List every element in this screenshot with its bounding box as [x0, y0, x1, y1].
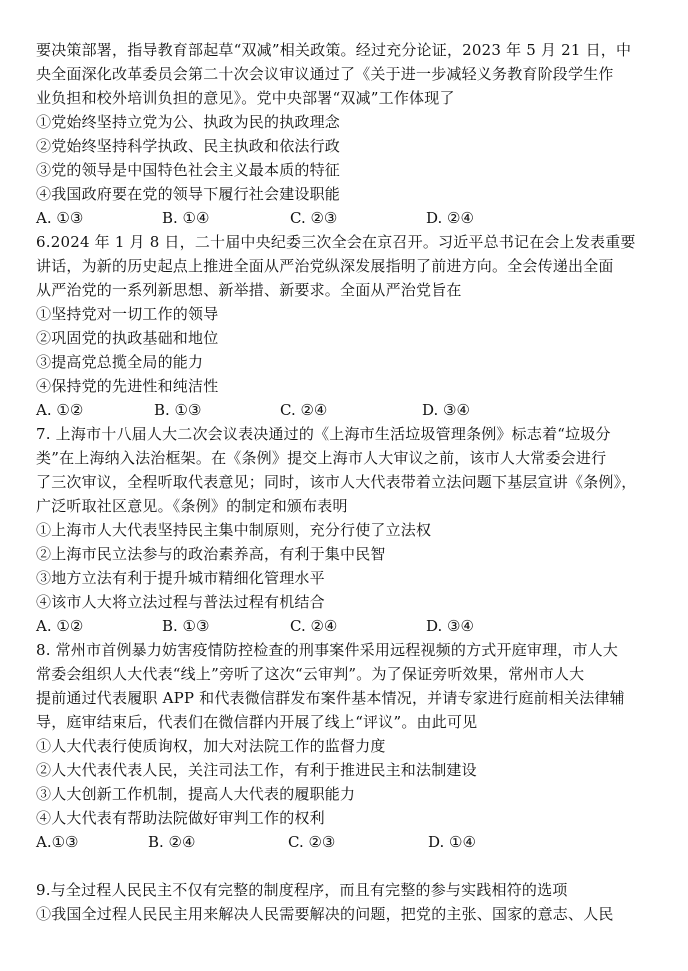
option-b: B. ①③ [162, 617, 210, 635]
question-8-options [36, 830, 666, 854]
option-c: C. ②④ [290, 617, 338, 635]
question-6-stem-line: 6.2024 年 1 月 8 日，二十届中央纪委三次全会在京召开。习近平总书记在会上发表重要 [36, 233, 636, 251]
question-5-stem-line: 央全面深化改革委员会第二十次会议审议通过了《关于进一步减轻义务教育阶段学生作 [36, 65, 614, 83]
question-5-statement-4: ④我国政府要在党的领导下履行社会建设职能 [36, 185, 341, 203]
question-5-statement-1: ①党始终坚持立党为公、执政为民的执政理念 [36, 113, 341, 131]
option-a: A.①③ [36, 833, 79, 851]
question-5-stem-line: 业负担和校外培训负担的意见》。党中央部署“双减”工作体现了 [36, 89, 455, 107]
option-c: C. ②③ [288, 833, 336, 851]
option-a: A. ①② [36, 401, 84, 419]
question-7-statement-2: ②上海市民立法参与的政治素养高，有利于集中民智 [36, 545, 386, 563]
option-a: A. ①② [36, 617, 84, 635]
option-b: B. ①④ [162, 209, 210, 227]
question-8-statement-2: ②人大代表代表人民，关注司法工作，有利于推进民主和法制建设 [36, 761, 477, 779]
question-8-stem-line: 8. 常州市首例暴力妨害疫情防控检查的刑事案件采用远程视频的方式开庭审理，市人大 [36, 641, 619, 659]
question-8 [36, 638, 666, 854]
question-7-stem-line: 了三次审议，全程听取代表意见；同时，该市人大代表带着立法问题下基层宣讲《条例》， [36, 473, 637, 491]
option-b: B. ②④ [148, 833, 196, 851]
question-7-options [36, 614, 666, 638]
question-5 [36, 38, 666, 230]
question-8-statement-3: ③人大创新工作机制，提高人大代表的履职能力 [36, 785, 356, 803]
question-7 [36, 422, 666, 638]
question-5-stem-line: 要决策部署，指导教育部起草“双减”相关政策。经过充分论证，2023 年 5 月 21 日，中 [36, 41, 632, 59]
option-d: D. ③④ [426, 617, 474, 635]
question-8-statement-4: ④人大代表有帮助法院做好审判工作的权利 [36, 809, 325, 827]
question-6-statement-2: ②巩固党的执政基础和地位 [36, 329, 219, 347]
option-d: D. ③④ [422, 401, 470, 419]
question-5-statement-3: ③党的领导是中国特色社会主义最本质的特征 [36, 161, 341, 179]
question-8-statement-1: ①人大代表行使质询权，加大对法院工作的监督力度 [36, 737, 386, 755]
exam-document [36, 38, 666, 926]
option-d: D. ②④ [426, 209, 474, 227]
question-7-statement-3: ③地方立法有利于提升城市精细化管理水平 [36, 569, 325, 587]
blank-spacer [36, 854, 666, 878]
question-9 [36, 878, 666, 926]
question-7-stem-line: 广泛听取社区意见。《条例》的制定和颁布表明 [36, 497, 348, 515]
question-9-stem-line: 9.与全过程人民民主不仅有完整的制度程序，而且有完整的参与实践相符的选项 [36, 881, 568, 899]
question-5-options [36, 206, 666, 230]
option-b: B. ①③ [154, 401, 202, 419]
question-6-statement-1: ①坚持党对一切工作的领导 [36, 305, 219, 323]
question-8-stem-line: 提前通过代表履职 APP 和代表微信群发布案件基本情况，并请专家进行庭前相关法律辅 [36, 689, 625, 707]
option-a: A. ①③ [36, 209, 84, 227]
question-7-statement-4: ④该市人大将立法过程与普法过程有机结合 [36, 593, 325, 611]
question-6-stem-line: 讲话，为新的历史起点上推进全面从严治党纵深发展指明了前进方向。全会传递出全面 [36, 257, 614, 275]
question-8-stem-line: 常委会组织人大代表“线上”旁听了这次“云审判”。为了保证旁听效果，常州市人大 [36, 665, 585, 683]
question-6 [36, 230, 666, 422]
question-6-stem-line: 从严治党的一系列新思想、新举措、新要求。全面从严治党旨在 [36, 281, 462, 299]
question-6-statement-3: ③提高党总揽全局的能力 [36, 353, 204, 371]
option-c: C. ②③ [290, 209, 338, 227]
option-c: C. ②④ [280, 401, 328, 419]
option-d: D. ①④ [428, 833, 476, 851]
question-5-statement-2: ②党始终坚持科学执政、民主执政和依法行政 [36, 137, 341, 155]
question-7-stem-line: 类”在上海纳入法治框架。在《条例》提交上海市人大审议之前，该市人大常委会进行 [36, 449, 607, 467]
question-6-options [36, 398, 666, 422]
question-7-stem-line: 7. 上海市十八届人大二次会议表决通过的《上海市生活垃圾管理条例》标志着“垃圾分 [36, 425, 611, 443]
question-8-stem-line: 导，庭审结束后，代表们在微信群内开展了线上“评议”。由此可见 [36, 713, 478, 731]
question-6-statement-4: ④保持党的先进性和纯洁性 [36, 377, 219, 395]
question-9-statement-1: ①我国全过程人民民主用来解决人民需要解决的问题，把党的主张、国家的意志、人民 [36, 905, 614, 923]
question-7-statement-1: ①上海市人大代表坚持民主集中制原则，充分行使了立法权 [36, 521, 432, 539]
